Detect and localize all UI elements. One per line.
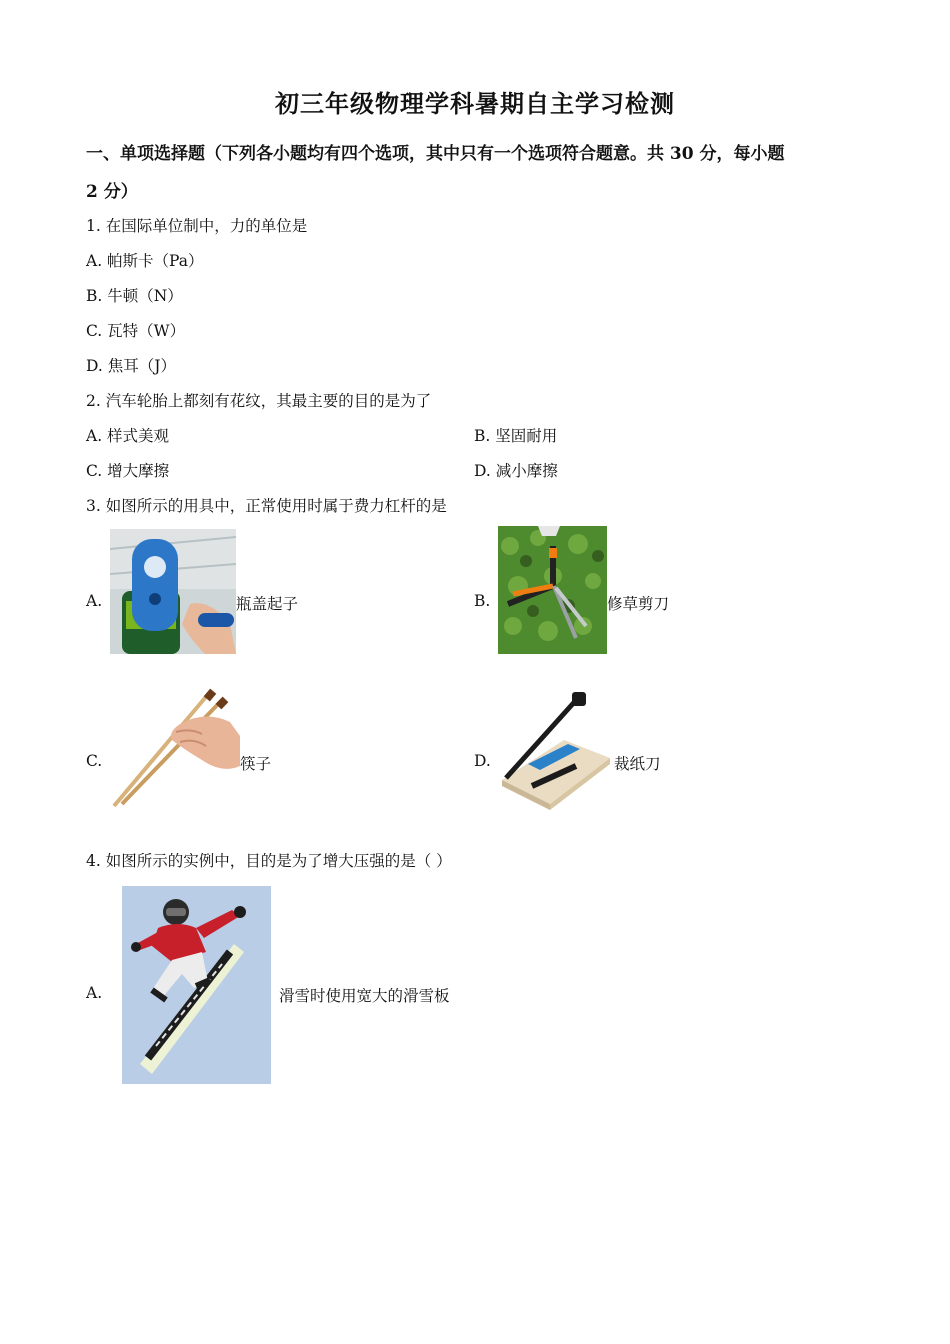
q2-option-b: B. 坚固耐用	[474, 427, 558, 445]
question-1-stem: 1. 在国际单位制中，力的单位是	[86, 217, 308, 235]
section-heading-line1: 一、单项选择题（下列各小题均有四个选项，其中只有一个选项符合题意。共 30 分，每小题	[86, 144, 785, 164]
q2-option-c: C. 增大摩擦	[86, 462, 170, 480]
q1-option-a: A. 帕斯卡（Pa）	[86, 252, 204, 270]
q1-option-b: B. 牛顿（N）	[86, 287, 183, 305]
question-2-stem: 2. 汽车轮胎上都刻有花纹，其最主要的目的是为了	[86, 392, 432, 410]
q3-option-b-letter: B.	[474, 592, 491, 610]
snowboarder-photo	[122, 886, 271, 1084]
question-3-stem: 3. 如图所示的用具中，正常使用时属于费力杠杆的是	[86, 497, 447, 515]
hedge-shears-photo	[498, 526, 607, 654]
q3-option-d-caption: 裁纸刀	[614, 755, 661, 773]
q3-option-b-caption: 修草剪刀	[607, 595, 670, 613]
q3-option-a-caption: 瓶盖起子	[236, 595, 299, 613]
q3-option-a-letter: A.	[86, 592, 103, 610]
question-4-stem: 4. 如图所示的实例中，目的是为了增大压强的是（ ）	[86, 852, 452, 870]
q3-option-d-letter: D.	[474, 752, 491, 770]
q1-option-d: D. 焦耳（J）	[86, 357, 176, 375]
q4-option-a-letter: A.	[86, 984, 103, 1002]
paper-cutter-photo	[498, 690, 612, 810]
q2-option-d: D. 减小摩擦	[474, 462, 558, 480]
bottle-opener-photo	[110, 529, 236, 654]
q3-option-c-caption: 筷子	[240, 755, 272, 773]
q2-option-a: A. 样式美观	[86, 427, 170, 445]
q3-option-c-letter: C.	[86, 752, 103, 770]
q1-option-c: C. 瓦特（W）	[86, 322, 186, 340]
chopsticks-photo	[110, 688, 240, 810]
section-heading-line2: 2 分）	[86, 182, 138, 202]
q4-option-a-caption: 滑雪时使用宽大的滑雪板	[279, 987, 450, 1005]
page-title: 初三年级物理学科暑期自主学习检测	[275, 89, 675, 118]
